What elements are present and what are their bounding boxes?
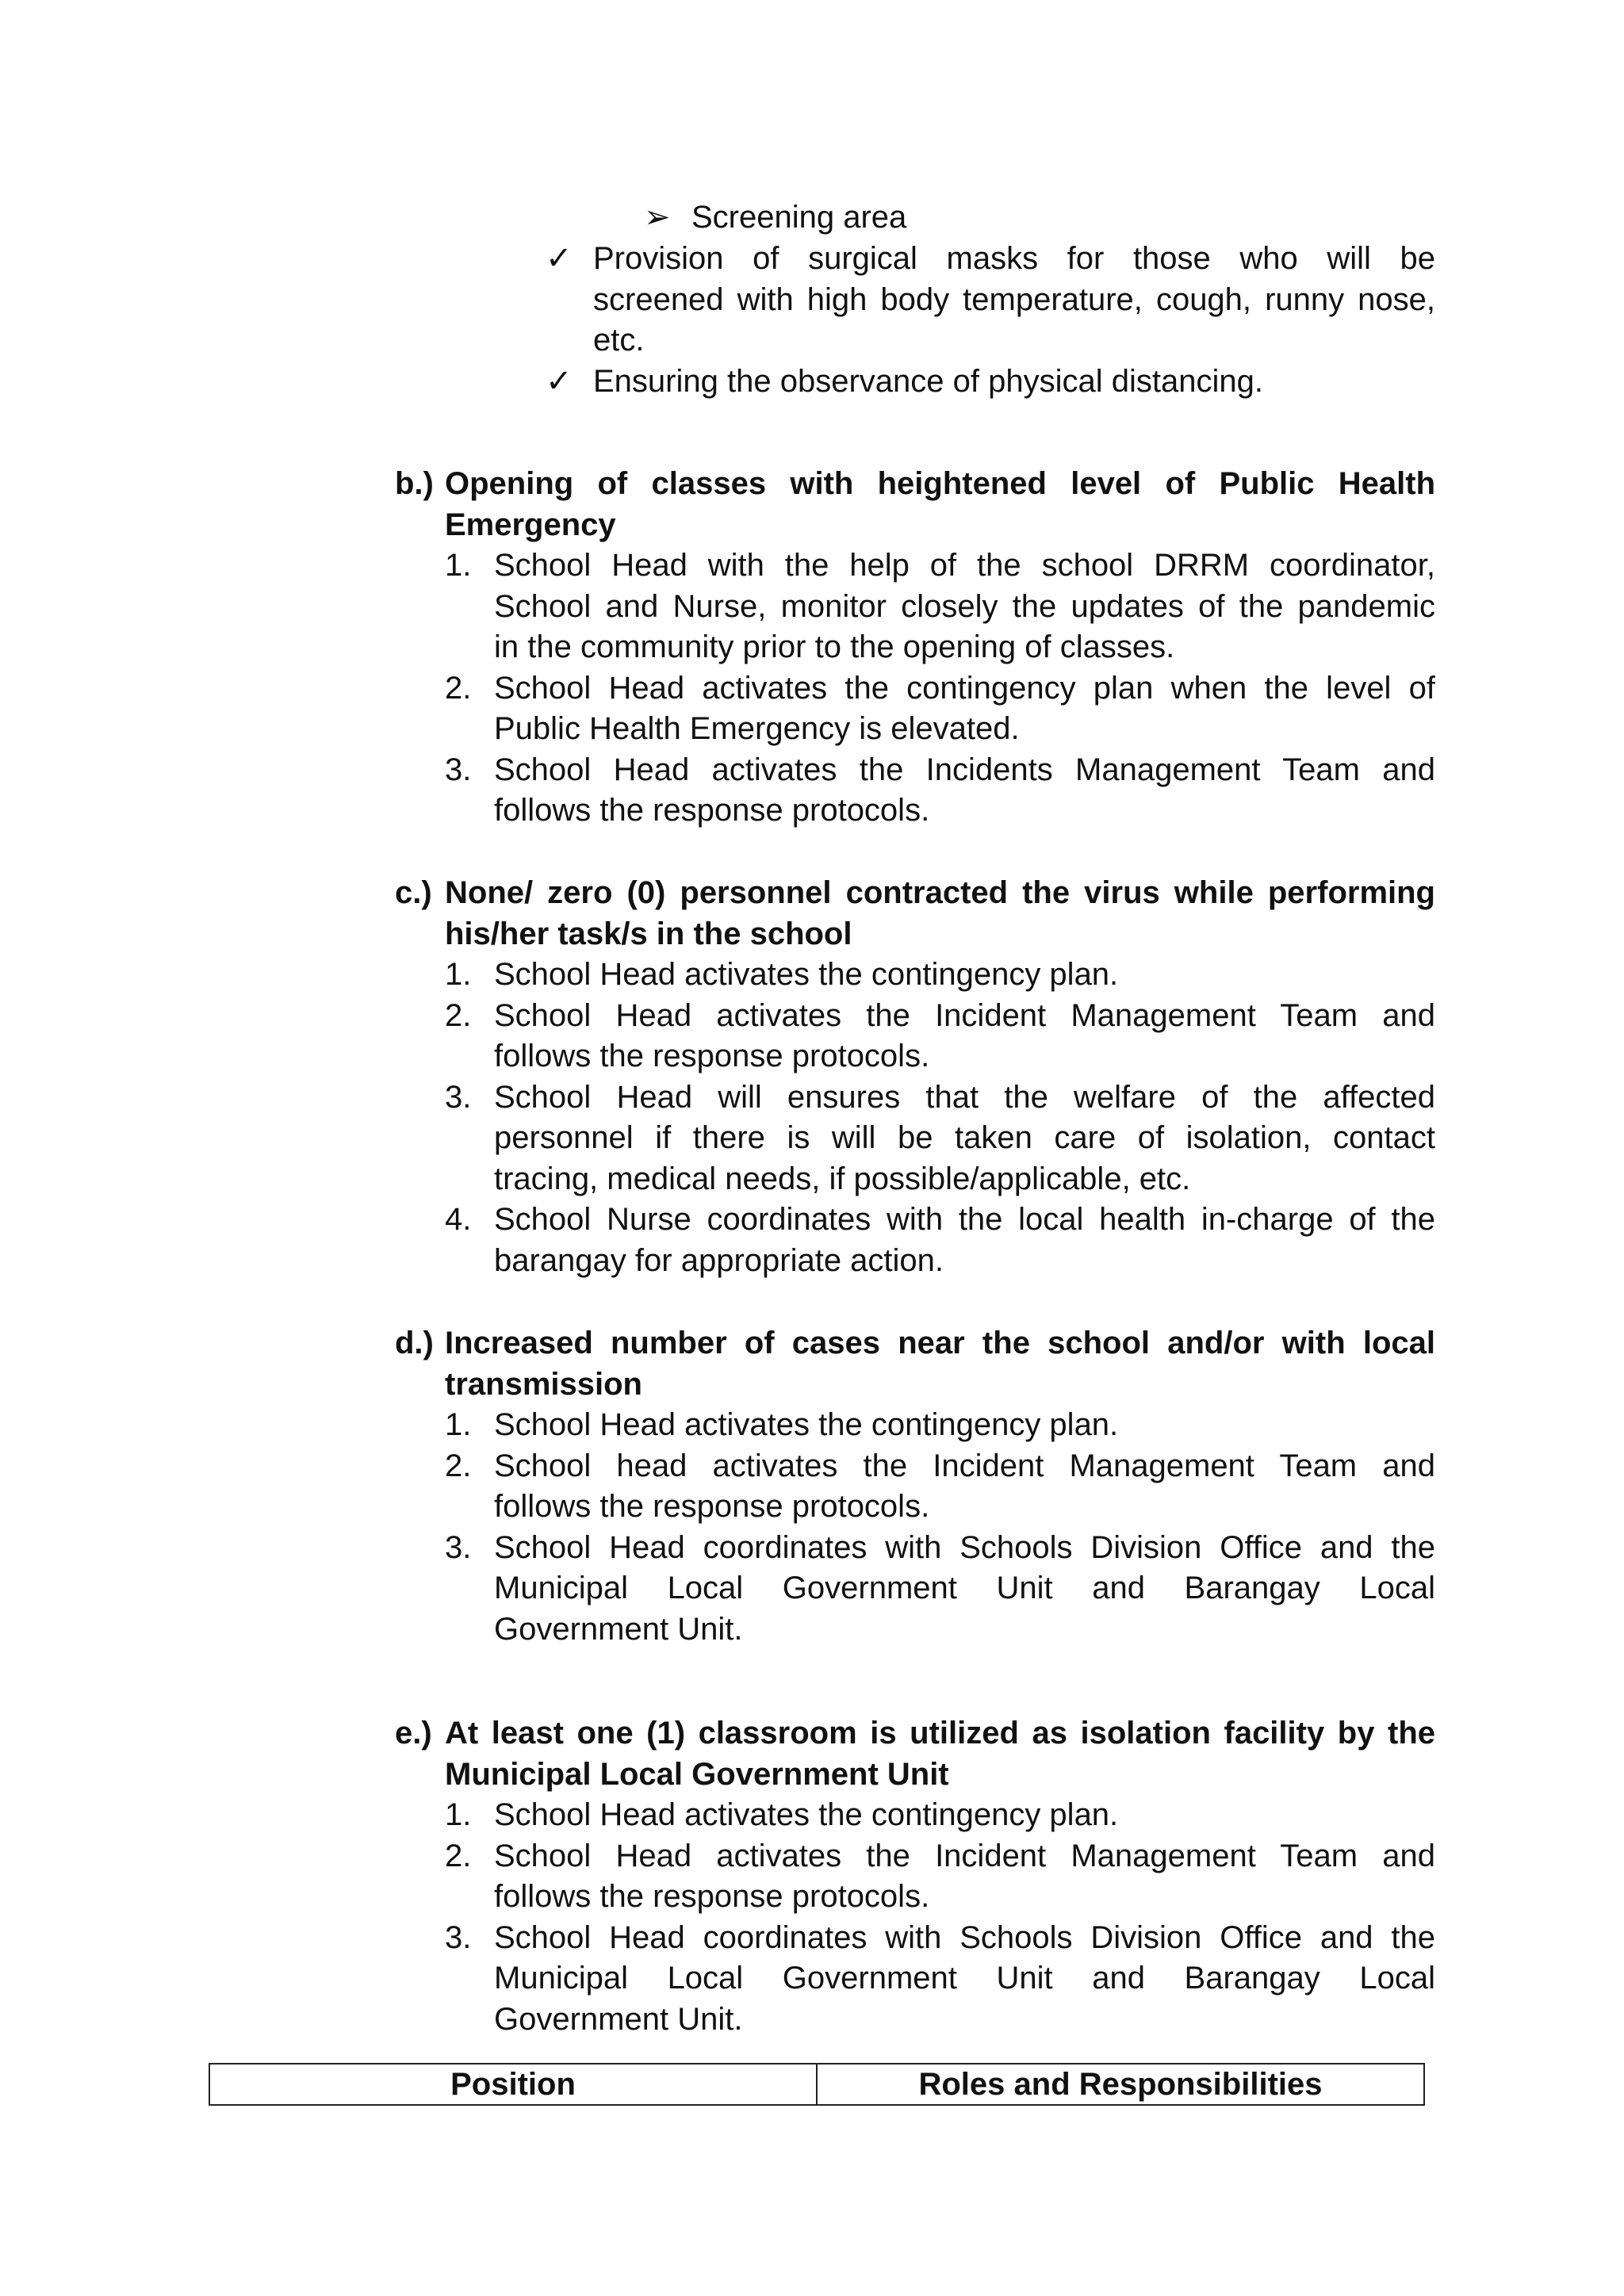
- table-header-row: [209, 2064, 1424, 2105]
- list-number: 1.: [445, 548, 472, 583]
- section-heading-e-line-2: Municipal Local Government Unit: [445, 1756, 949, 1792]
- section-e-item-3-line-1: School Head coordinates with Schools Division Office and the: [494, 1919, 1435, 1955]
- section-letter: e.): [395, 1716, 432, 1751]
- list-number: 1.: [445, 1797, 472, 1832]
- list-number: 1.: [445, 957, 472, 992]
- check-bullet-icon: ✓: [546, 363, 573, 399]
- section-heading-d-line-1: Increased number of cases near the school and/or with local: [445, 1326, 1435, 1360]
- section-c-item-3-line-3: tracing, medical needs, if possible/applicable, etc.: [494, 1161, 1191, 1196]
- section-c-item-1-line-1: School Head activates the contingency plan.: [494, 957, 1119, 992]
- section-b-item-2-line-1: School Head activates the contingency plan when the level of: [494, 670, 1435, 706]
- section-c-item-2-line-1: School Head activates the Incident Management Team and: [494, 997, 1435, 1033]
- section-c-item-2-line-2: follows the response protocols.: [494, 1039, 930, 1073]
- list-number: 1.: [445, 1407, 472, 1442]
- section-letter: c.): [395, 875, 432, 910]
- table-header-position: Position: [209, 2064, 817, 2105]
- screening-area-text: Screening area: [691, 200, 907, 235]
- list-number: 2.: [445, 670, 472, 706]
- section-d-item-2-line-2: follows the response protocols.: [494, 1489, 930, 1524]
- section-e-item-2-line-2: follows the response protocols.: [494, 1879, 930, 1914]
- check-item-1-line-2: screened with high body temperature, cough, runny nose,: [593, 281, 1435, 317]
- section-e-item-1-line-1: School Head activates the contingency plan.: [494, 1797, 1119, 1832]
- list-number: 3.: [445, 1529, 472, 1565]
- section-c-item-4-line-1: School Nurse coordinates with the local health in-charge of the: [494, 1202, 1435, 1237]
- list-number: 3.: [445, 1079, 472, 1115]
- list-number: 2.: [445, 997, 472, 1033]
- section-letter: d.): [395, 1326, 434, 1360]
- list-number: 2.: [445, 1838, 472, 1873]
- section-d-item-2-line-1: School head activates the Incident Management Team and: [494, 1448, 1435, 1483]
- section-d-item-3-line-1: School Head coordinates with Schools Division Office and the: [494, 1529, 1435, 1565]
- arrow-bullet-icon: ➢: [644, 200, 671, 235]
- section-heading-d-line-2: transmission: [445, 1366, 642, 1402]
- section-e-item-3-line-2: Municipal Local Government Unit and Barangay Local: [494, 1961, 1435, 1996]
- list-number: 2.: [445, 1448, 472, 1483]
- section-e-item-3-line-3: Government Unit.: [494, 2001, 743, 2037]
- check-item-2-line-1: Ensuring the observance of physical distancing.: [593, 363, 1263, 399]
- section-c-item-4-line-2: barangay for appropriate action.: [494, 1242, 944, 1278]
- list-number: 4.: [445, 1202, 472, 1237]
- section-heading-c-line-2: his/her task/s in the school: [445, 916, 852, 951]
- section-c-item-3-line-2: personnel if there is will be taken care of isolation, contact: [494, 1120, 1435, 1155]
- section-heading-e-line-1: At least one (1) classroom is utilized as isolation facility by the: [445, 1716, 1435, 1751]
- list-number: 3.: [445, 1919, 472, 1955]
- section-b-item-3-line-2: follows the response protocols.: [494, 793, 930, 828]
- section-heading-b-line-1: Opening of classes with heightened level of Public Health: [445, 466, 1435, 501]
- section-heading-c-line-1: None/ zero (0) personnel contracted the virus while performing: [445, 875, 1435, 910]
- section-b-item-3-line-1: School Head activates the Incidents Management Team and: [494, 752, 1435, 787]
- section-b-item-2-line-2: Public Health Emergency is elevated.: [494, 711, 1020, 746]
- section-d-item-1-line-1: School Head activates the contingency plan.: [494, 1407, 1119, 1442]
- section-heading-b-line-2: Emergency: [445, 507, 616, 542]
- section-d-item-3-line-3: Government Unit.: [494, 1611, 743, 1647]
- list-number: 3.: [445, 752, 472, 787]
- section-letter: b.): [395, 466, 434, 501]
- section-d-item-3-line-2: Municipal Local Government Unit and Barangay Local: [494, 1571, 1435, 1605]
- check-bullet-icon: ✓: [546, 241, 573, 276]
- section-b-item-1-line-2: School and Nurse, monitor closely the updates of the pandemic: [494, 588, 1435, 624]
- section-b-item-1-line-3: in the community prior to the opening of classes.: [494, 629, 1175, 664]
- roles-table: [209, 2063, 1425, 2106]
- section-b-item-1-line-1: School Head with the help of the school DRRM coordinator,: [494, 548, 1435, 583]
- check-item-1-line-3: etc.: [593, 323, 645, 358]
- section-e-item-2-line-1: School Head activates the Incident Management Team and: [494, 1838, 1435, 1873]
- table-header-roles: Roles and Responsibilities: [817, 2064, 1424, 2105]
- section-c-item-3-line-1: School Head will ensures that the welfare of the affected: [494, 1079, 1435, 1115]
- check-item-1-line-1: Provision of surgical masks for those who will be: [593, 241, 1435, 276]
